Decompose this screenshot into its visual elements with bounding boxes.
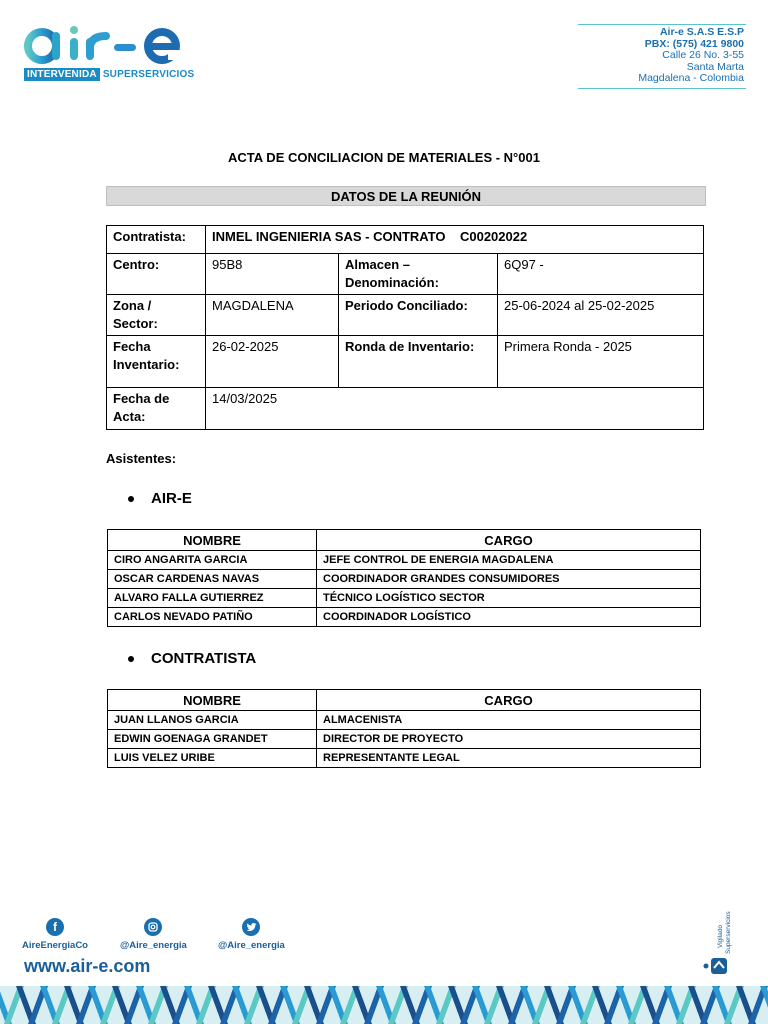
contratista-group-title: CONTRATISTA	[151, 650, 257, 667]
meeting-data-table	[106, 225, 704, 430]
attendee-role: COORDINADOR LOGÍSTICO	[317, 608, 701, 627]
twitter-icon	[242, 918, 260, 936]
company-region: Magdalena - Colombia	[638, 72, 744, 84]
attendee-name: CIRO ANGARITA GARCIA	[108, 551, 317, 570]
aire-attendees-table	[107, 529, 701, 627]
company-contact-block	[578, 24, 746, 89]
facebook-handle: AireEnergiaCo	[22, 940, 88, 951]
contratista-value: INMEL INGENIERIA SAS - CONTRATO C00202022	[206, 226, 704, 254]
vigilado-seal-text: Vigilado	[717, 924, 724, 948]
cargo-header: CARGO	[317, 530, 701, 551]
almacen-label: Almacen – Denominación:	[339, 254, 498, 295]
table-row	[108, 749, 701, 768]
zona-value: MAGDALENA	[206, 295, 339, 336]
table-row	[107, 336, 704, 388]
company-pbx: PBX: (575) 421 9800	[644, 37, 744, 50]
air-e-logo-mark	[22, 24, 202, 68]
table-header-row	[108, 690, 701, 711]
vigilado-superservicios-seal	[700, 896, 736, 976]
table-row	[108, 711, 701, 730]
attendee-role: TÉCNICO LOGÍSTICO SECTOR	[317, 589, 701, 608]
periodo-value: 25-06-2024 al 25-02-2025	[498, 295, 704, 336]
cargo-header: CARGO	[317, 690, 701, 711]
bullet-icon	[128, 496, 134, 502]
website-link[interactable]: www.air-e.com	[24, 956, 151, 976]
attendee-name: EDWIN GOENAGA GRANDET	[108, 730, 317, 749]
table-row	[108, 730, 701, 749]
aire-group-heading	[128, 490, 192, 507]
fecha-acta-value: 14/03/2025	[206, 388, 704, 430]
aire-group-title: AIR-E	[151, 490, 192, 507]
attendee-name: OSCAR CARDENAS NAVAS	[108, 570, 317, 589]
nombre-header: NOMBRE	[108, 530, 317, 551]
table-row	[108, 551, 701, 570]
instagram-link[interactable]	[120, 918, 186, 951]
bullet-icon	[128, 656, 134, 662]
intervenida-tag: INTERVENIDA	[24, 68, 100, 81]
facebook-link[interactable]	[22, 918, 88, 951]
document-title: ACTA DE CONCILIACION DE MATERIALES - N°001	[228, 150, 540, 165]
centro-value: 95B8	[206, 254, 339, 295]
table-row	[107, 295, 704, 336]
table-row	[107, 388, 704, 430]
company-name: Air-e S.A.S E.S.P	[659, 26, 744, 38]
facebook-icon: f	[46, 918, 64, 936]
attendee-name: CARLOS NEVADO PATIÑO	[108, 608, 317, 627]
asistentes-label: Asistentes:	[106, 451, 177, 466]
periodo-label: Periodo Conciliado:	[339, 295, 498, 336]
centro-label: Centro:	[107, 254, 206, 295]
table-header-row	[108, 530, 701, 551]
contratista-group-heading	[128, 650, 256, 667]
instagram-handle: @Aire_energia	[120, 940, 187, 951]
air-e-logo	[22, 24, 202, 84]
footer-pattern-strip	[0, 986, 768, 1024]
attendee-role: DIRECTOR DE PROYECTO	[317, 730, 701, 749]
fecha-acta-label: Fecha de Acta:	[107, 388, 206, 430]
fecha-inventario-value: 26-02-2025	[206, 336, 339, 388]
fecha-inventario-label: Fecha Inventario:	[107, 336, 206, 388]
table-row	[108, 589, 701, 608]
section-title-bar: DATOS DE LA REUNIÓN	[106, 186, 706, 206]
company-city: Santa Marta	[686, 60, 744, 73]
zona-label: Zona / Sector:	[107, 295, 206, 336]
company-address: Calle 26 No. 3-55	[662, 49, 744, 61]
instagram-icon	[144, 918, 162, 936]
attendee-name: ALVARO FALLA GUTIERREZ	[108, 589, 317, 608]
attendee-role: REPRESENTANTE LEGAL	[317, 749, 701, 768]
ronda-value: Primera Ronda - 2025	[498, 336, 704, 388]
ronda-label: Ronda de Inventario:	[339, 336, 498, 388]
twitter-link[interactable]	[218, 918, 284, 951]
twitter-handle: @Aire_energia	[218, 940, 285, 951]
attendee-name: LUIS VELEZ URIBE	[108, 749, 317, 768]
superservicios-tag: SUPERSERVICIOS	[102, 69, 195, 80]
attendee-role: ALMACENISTA	[317, 711, 701, 730]
attendee-name: JUAN LLANOS GARCIA	[108, 711, 317, 730]
table-row	[107, 226, 704, 254]
table-row	[108, 570, 701, 589]
attendee-role: JEFE CONTROL DE ENERGIA MAGDALENA	[317, 551, 701, 570]
nombre-header: NOMBRE	[108, 690, 317, 711]
almacen-value: 6Q97 -	[498, 254, 704, 295]
contratista-label: Contratista:	[107, 226, 206, 254]
attendee-role: COORDINADOR GRANDES CONSUMIDORES	[317, 570, 701, 589]
contratista-attendees-table	[107, 689, 701, 768]
svg-text:Superservicios: Superservicios	[725, 911, 732, 954]
table-row	[108, 608, 701, 627]
table-row	[107, 254, 704, 295]
